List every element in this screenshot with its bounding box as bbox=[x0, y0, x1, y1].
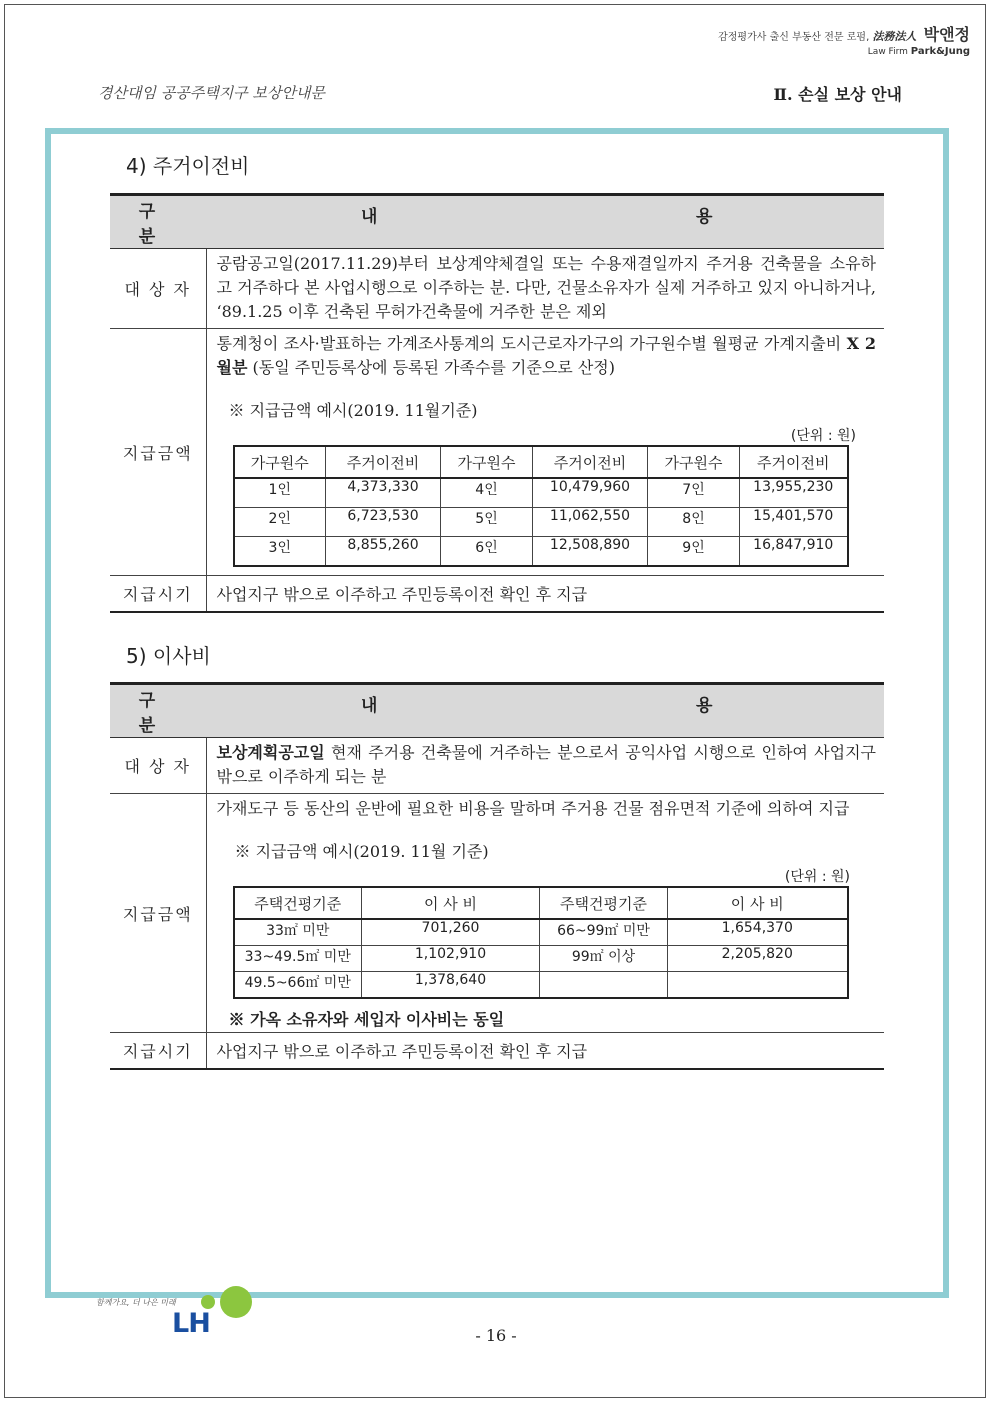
table-row bbox=[234, 537, 848, 567]
table-cell: 1,654,370 bbox=[668, 919, 848, 946]
unit-label: (단위 : 원) bbox=[784, 869, 850, 885]
header-content bbox=[206, 195, 884, 249]
col-header: 주거이전비 bbox=[533, 446, 648, 478]
header-category: 구 분 bbox=[110, 684, 206, 738]
table-cell: 4인 bbox=[441, 478, 533, 508]
relocation-table bbox=[110, 193, 884, 613]
target-label: 대 상 자 bbox=[110, 249, 206, 329]
table-cell: 10,479,960 bbox=[533, 478, 648, 508]
table-cell: 1,378,640 bbox=[362, 972, 540, 999]
firm-description: 감정평가사 출신 부동산 전문 로펌, bbox=[718, 32, 870, 43]
section-title-moving: 5) 이사비 bbox=[126, 644, 211, 668]
moving-amount-table bbox=[233, 886, 849, 999]
table-cell: 15,401,570 bbox=[740, 508, 848, 537]
firm-en-prefix: Law Firm bbox=[867, 47, 908, 57]
amount-header-row bbox=[234, 887, 848, 919]
col-header: 이 사 비 bbox=[362, 887, 540, 919]
table-row bbox=[234, 478, 848, 508]
example-note: ※ 지급금액 예시(2019. 11월기준) bbox=[228, 401, 478, 420]
lh-slogan: 함께가요, 더 나은 미래 bbox=[96, 1298, 176, 1307]
timing-label: 지급시기 bbox=[110, 1033, 206, 1070]
table-cell: 16,847,910 bbox=[740, 537, 848, 567]
table-cell bbox=[540, 972, 668, 999]
firm-header bbox=[718, 22, 970, 45]
col-header: 가구원수 bbox=[441, 446, 533, 478]
amount-text: 가재도구 등 동산의 운반에 필요한 비용을 말하며 주거용 건물 점유면적 기준에 의하여 지급 bbox=[216, 799, 850, 818]
table-row bbox=[234, 508, 848, 537]
header-content-char-1: 내 bbox=[361, 207, 378, 227]
col-header: 가구원수 bbox=[648, 446, 740, 478]
example-note: ※ 지급금액 예시(2019. 11월 기준) bbox=[234, 842, 489, 861]
section-title-relocation: 4) 주거이전비 bbox=[126, 154, 250, 178]
amount-row bbox=[110, 329, 884, 576]
amount-row bbox=[110, 794, 884, 1033]
amount-text-bold: X 2월분 bbox=[216, 334, 876, 377]
table-cell bbox=[668, 972, 848, 999]
same-moving-cost-note: ※ 가옥 소유자와 세입자 이사비는 동일 bbox=[228, 1010, 505, 1029]
table-cell: 9인 bbox=[648, 537, 740, 567]
amount-label: 지급금액 bbox=[110, 794, 206, 1033]
table-header-row bbox=[110, 195, 884, 249]
table-cell: 11,062,550 bbox=[533, 508, 648, 537]
table-cell: 6,723,530 bbox=[326, 508, 441, 537]
target-text bbox=[207, 738, 885, 793]
chapter-title: Ⅱ. 손실 보상 안내 bbox=[773, 85, 902, 104]
amount-text bbox=[207, 329, 885, 384]
timing-text: 사업지구 밖으로 이주하고 주민등록이전 확인 후 지급 bbox=[216, 585, 588, 604]
table-cell: 49.5~66㎡ 미만 bbox=[234, 972, 362, 999]
moving-table bbox=[110, 682, 884, 1070]
table-cell: 2,205,820 bbox=[668, 946, 848, 972]
col-header: 주택건평기준 bbox=[234, 887, 362, 919]
document-title: 경산대임 공공주택지구 보상안내문 bbox=[98, 84, 325, 102]
target-text-bold: 보상계획공고일 bbox=[216, 743, 325, 762]
table-cell: 4,373,330 bbox=[326, 478, 441, 508]
timing-text: 사업지구 밖으로 이주하고 주민등록이전 확인 후 지급 bbox=[216, 1042, 588, 1061]
table-cell: 13,955,230 bbox=[740, 478, 848, 508]
timing-row bbox=[110, 1033, 884, 1070]
amount-header-row bbox=[234, 446, 848, 478]
table-cell: 2인 bbox=[234, 508, 326, 537]
col-header: 주택건평기준 bbox=[540, 887, 668, 919]
firm-hanja: 法務法人 bbox=[872, 30, 917, 43]
firm-en-name: Park&Jung bbox=[910, 46, 970, 57]
table-row bbox=[234, 972, 848, 999]
col-header: 주거이전비 bbox=[740, 446, 848, 478]
header-content bbox=[206, 684, 884, 738]
table-cell: 701,260 bbox=[362, 919, 540, 946]
table-cell: 5인 bbox=[441, 508, 533, 537]
header-content-char-2: 용 bbox=[696, 696, 713, 716]
table-cell: 33㎡ 미만 bbox=[234, 919, 362, 946]
table-cell: 33~49.5㎡ 미만 bbox=[234, 946, 362, 972]
table-row bbox=[234, 919, 848, 946]
table-cell: 7인 bbox=[648, 478, 740, 508]
timing-row bbox=[110, 576, 884, 613]
timing-label: 지급시기 bbox=[110, 576, 206, 613]
header-content-char-2: 용 bbox=[696, 207, 713, 227]
header-content-char-1: 내 bbox=[361, 696, 378, 716]
col-header: 가구원수 bbox=[234, 446, 326, 478]
table-cell: 3인 bbox=[234, 537, 326, 567]
target-text: 공람공고일(2017.11.29)부터 보상계약체결일 또는 수용재결일까지 주거용 건축물을 소유하고 거주하다 본 사업시행으로 이주하는 분. 다만, 건물소유자가 실제 거주하고 있지 아니하거나, ‘89.1.25 이후 건축된 무허가건축물에 거주한 분은 제외 bbox=[216, 254, 876, 321]
col-header: 이 사 비 bbox=[668, 887, 848, 919]
target-row bbox=[110, 249, 884, 329]
firm-english bbox=[868, 46, 970, 57]
table-cell: 1,102,910 bbox=[362, 946, 540, 972]
col-header: 주거이전비 bbox=[326, 446, 441, 478]
amount-text-a: 통계청이 조사·발표하는 가계조사통계의 도시근로자가구의 가구원수별 월평균 가계지출비 bbox=[216, 334, 847, 353]
table-row bbox=[234, 946, 848, 972]
amount-text-c: (동일 주민등록상에 등록된 가족수를 기준으로 산정) bbox=[247, 358, 615, 377]
relocation-amount-table bbox=[233, 445, 849, 567]
lh-logo: LH bbox=[172, 1308, 210, 1339]
unit-label: (단위 : 원) bbox=[790, 428, 856, 444]
target-text-rest: 현재 주거용 건축물에 거주하는 분으로서 공익사업 시행으로 인하여 사업지구 밖으로 이주하게 되는 분 bbox=[216, 743, 876, 786]
table-cell: 12,508,890 bbox=[533, 537, 648, 567]
table-cell: 99㎡ 이상 bbox=[540, 946, 668, 972]
firm-name: 박앤정 bbox=[923, 25, 970, 44]
table-cell: 66~99㎡ 미만 bbox=[540, 919, 668, 946]
table-cell: 1인 bbox=[234, 478, 326, 508]
target-row bbox=[110, 738, 884, 794]
table-cell: 6인 bbox=[441, 537, 533, 567]
table-cell: 8인 bbox=[648, 508, 740, 537]
target-label: 대 상 자 bbox=[110, 738, 206, 794]
table-header-row bbox=[110, 684, 884, 738]
page-number: - 16 - bbox=[475, 1326, 517, 1345]
amount-label: 지급금액 bbox=[110, 329, 206, 576]
header-category: 구 분 bbox=[110, 195, 206, 249]
table-cell: 8,855,260 bbox=[326, 537, 441, 567]
